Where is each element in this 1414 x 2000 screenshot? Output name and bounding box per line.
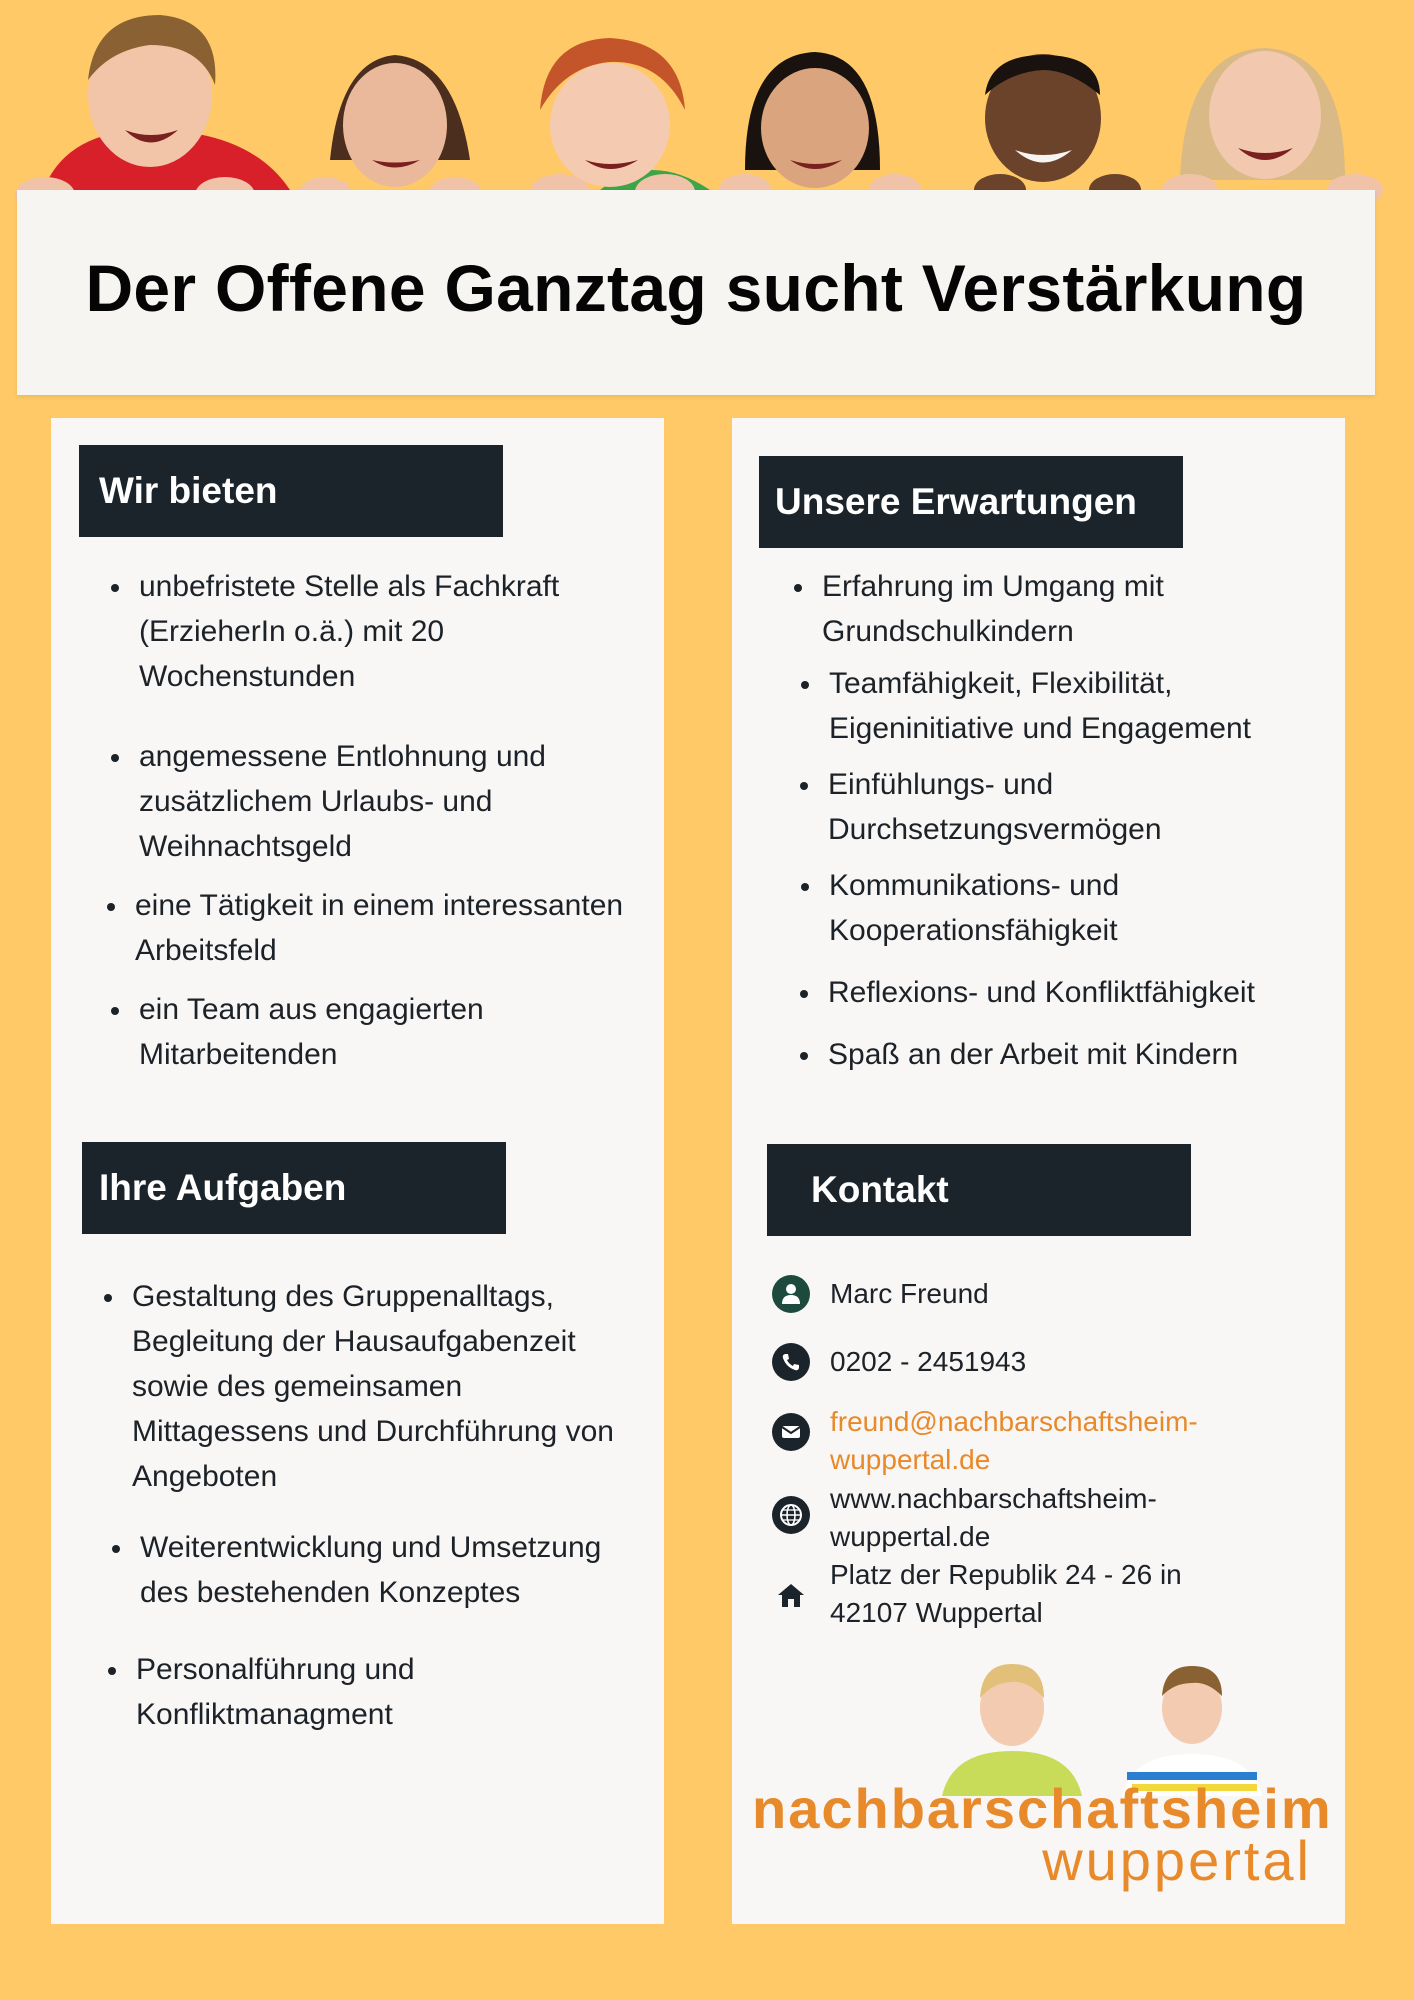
kontakt-heading: Kontakt xyxy=(811,1169,949,1210)
kontakt-heading-box xyxy=(767,1144,1191,1236)
page-title: Der Offene Ganztag sucht Verstärkung xyxy=(85,251,1307,325)
contact-phone-row xyxy=(772,1343,1026,1381)
erwartungen-list xyxy=(790,564,1330,1077)
contact-web-row xyxy=(772,1480,1157,1556)
person-icon xyxy=(772,1275,810,1313)
child-2 xyxy=(330,55,470,187)
logo-text-line2: wuppertal xyxy=(1042,1829,1312,1892)
list-item: angemessene Entlohnung und zusätzlichem Urlaubs- und Weihnachtsgeld xyxy=(107,734,627,869)
child-4 xyxy=(745,52,880,188)
phone-icon xyxy=(772,1343,810,1381)
address-line-2: 42107 Wuppertal xyxy=(830,1597,1043,1628)
child-1 xyxy=(40,15,290,200)
web-line-2: wuppertal.de xyxy=(830,1521,991,1552)
wir-bieten-heading-box xyxy=(79,445,503,537)
contact-website-link[interactable] xyxy=(830,1480,1157,1556)
child-3 xyxy=(540,38,710,190)
contact-name: Marc Freund xyxy=(830,1278,989,1309)
child-5 xyxy=(985,54,1101,182)
contact-phone[interactable]: 0202 - 2451943 xyxy=(830,1346,1027,1377)
logo-children-image xyxy=(922,1646,1302,1796)
child-6 xyxy=(1180,48,1345,180)
list-item: Reflexions- und Konfliktfähigkeit xyxy=(796,970,1330,1015)
aufgaben-heading: Ihre Aufgaben xyxy=(99,1167,347,1208)
list-item: Gestaltung des Gruppenalltags, Begleitung der Hausaufgabenzeit sowie des gemeinsamen Mittagessens und Durchführung von Angeboten xyxy=(100,1274,630,1499)
list-item: Erfahrung im Umgang mit Grundschulkindern xyxy=(790,564,1330,654)
wir-bieten-heading: Wir bieten xyxy=(99,470,278,511)
list-item: Einfühlungs- und Durchsetzungsvermögen xyxy=(796,762,1330,852)
list-item: Spaß an der Arbeit mit Kindern xyxy=(796,1032,1330,1077)
erwartungen-heading: Unsere Erwartungen xyxy=(775,481,1137,522)
address-line-1: Platz der Republik 24 - 26 in xyxy=(830,1559,1182,1590)
list-item: Weiterentwicklung und Umsetzung des bestehenden Konzeptes xyxy=(108,1525,610,1615)
title-banner xyxy=(17,190,1375,395)
email-line-2: wuppertal.de xyxy=(830,1444,991,1475)
list-item: Kommunikations- und Kooperationsfähigkeit xyxy=(797,863,1330,953)
globe-icon xyxy=(772,1496,810,1534)
list-item: Personalführung und Konfliktmanagment xyxy=(104,1647,536,1737)
contact-address-row xyxy=(772,1556,1182,1632)
erwartungen-heading-box xyxy=(759,456,1183,548)
contact-name-row xyxy=(772,1275,989,1313)
list-item: eine Tätigkeit in einem interessanten Arbeitsfeld xyxy=(103,883,627,973)
email-line-1: freund@nachbarschaftsheim- xyxy=(830,1406,1198,1437)
wir-bieten-list xyxy=(107,564,627,1077)
left-panel xyxy=(51,418,664,1924)
logo-text-line1: nachbarschaftsheim xyxy=(752,1777,1333,1840)
home-icon xyxy=(772,1576,810,1614)
aufgaben-list xyxy=(100,1274,630,1737)
contact-email-row xyxy=(772,1403,1198,1479)
web-line-1: www.nachbarschaftsheim- xyxy=(830,1483,1157,1514)
list-item: Teamfähigkeit, Flexibilität, Eigeninitiative und Engagement xyxy=(797,661,1330,751)
list-item: unbefristete Stelle als Fachkraft (ErzieherIn o.ä.) mit 20 Wochenstunden xyxy=(107,564,627,699)
contact-email-link[interactable] xyxy=(830,1403,1198,1479)
contact-address xyxy=(830,1556,1182,1632)
aufgaben-heading-box xyxy=(82,1142,506,1234)
right-panel xyxy=(732,418,1345,1924)
mail-icon xyxy=(772,1413,810,1451)
list-item: ein Team aus engagierten Mitarbeitenden xyxy=(107,987,627,1077)
